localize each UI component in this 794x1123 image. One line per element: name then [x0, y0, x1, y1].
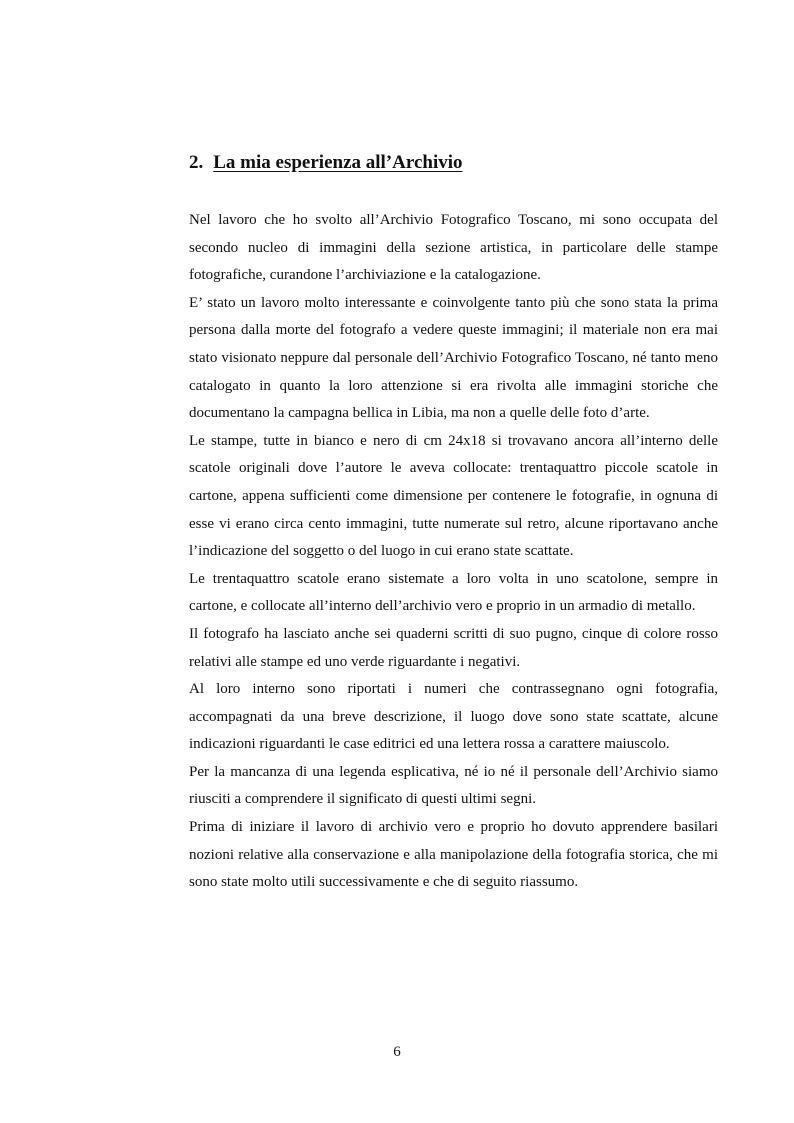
- paragraph: Il fotografo ha lasciato anche sei quaderni scritti di suo pugno, cinque di colore rosso relativi alle stampe ed uno verde riguardante i negativi.: [189, 625, 718, 670]
- paragraph: E’ stato un lavoro molto interessante e coinvolgente tanto più che sono stata la prima persona dalla morte del fotografo a vedere queste immagini; il materiale non era mai stato visionato neppure dal personale dell’Archivio Fotografico Toscano, né tanto meno catalogato in quanto la loro attenzione si era rivolta alle immagini storiche che documentano la campagna bellica in Libia, ma non a quelle delle foto d’arte.: [189, 294, 718, 422]
- section-title: La mia esperienza all’Archivio: [213, 152, 463, 173]
- body-text: [189, 207, 718, 897]
- paragraph: Nel lavoro che ho svolto all’Archivio Fotografico Toscano, mi sono occupata del secondo nucleo di immagini della sezione artistica, in particolare delle stampe fotografiche, curandone l’archiviazione e la catalogazione.: [189, 212, 718, 284]
- paragraph: Per la mancanza di una legenda esplicativa, né io né il personale dell’Archivio siamo riusciti a comprendere il significato di questi ultimi segni.: [189, 763, 718, 808]
- paragraph: Prima di iniziare il lavoro di archivio vero e proprio ho dovuto apprendere basilari nozioni relative alla conservazione e alla manipolazione della fotografia storica, che mi sono state molto utili successivamente e che di seguito riassumo.: [189, 819, 718, 891]
- section-number: 2.: [189, 152, 204, 173]
- paragraph: Le stampe, tutte in bianco e nero di cm 24x18 si trovavano ancora all’interno delle scatole originali dove l’autore le aveva collocate: trentaquattro piccole scatole in cartone, appena sufficienti come dimensione per contenere le fotografie, in ognuna di esse vi erano circa cento immagini, tutte numerate sul retro, alcune riportavano anche l’indicazione del soggetto o del luogo in cui erano state scattate.: [189, 432, 718, 560]
- paragraph: Le trentaquattro scatole erano sistemate a loro volta in uno scatolone, sempre in cartone, e collocate all’interno dell’archivio vero e proprio in un armadio di metallo.: [189, 570, 718, 615]
- paragraph: Al loro interno sono riportati i numeri che contrassegnano ogni fotografia, accompagnati da una breve descrizione, il luogo dove sono state scattate, alcune indicazioni riguardanti le case editrici ed una lettera rossa a carattere maiuscolo.: [189, 681, 718, 753]
- page-number: 6: [393, 1044, 401, 1060]
- section-heading: [189, 150, 463, 176]
